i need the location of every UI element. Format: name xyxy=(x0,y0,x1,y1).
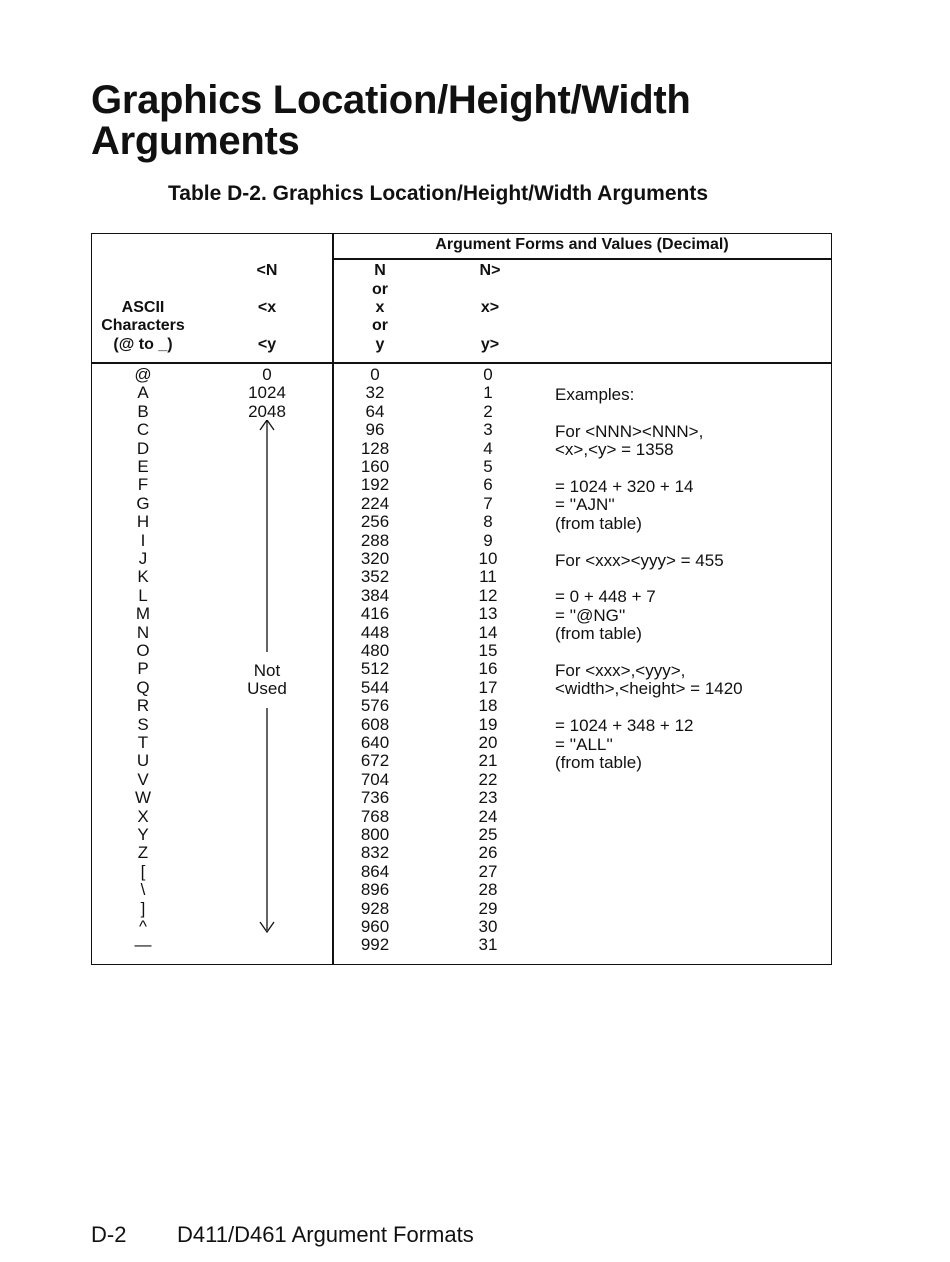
header-rule xyxy=(91,362,832,364)
mid-value-cell: 576 xyxy=(360,696,390,716)
ascii-cell: F xyxy=(137,475,149,495)
ascii-cell: B xyxy=(137,401,149,421)
not-used-label xyxy=(232,662,302,699)
ascii-cell: I xyxy=(140,530,146,550)
low-header-n: N> xyxy=(479,262,501,279)
high-value-cell: 2048 xyxy=(248,401,286,421)
table-caption: Table D-2. Graphics Location/Height/Width Arguments xyxy=(168,182,709,205)
mid-value-cell: 512 xyxy=(360,659,390,679)
mid-header-or-2: or xyxy=(372,317,388,334)
ascii-cell: X xyxy=(137,806,149,826)
example-line: For <xxx>,<yyy>, xyxy=(555,661,686,681)
page-footer xyxy=(91,1222,474,1248)
example-line: For <NNN><NNN>, xyxy=(555,421,704,441)
low-header-y: y> xyxy=(480,336,500,353)
ascii-cell: — xyxy=(134,935,152,955)
column-divider xyxy=(332,233,334,965)
low-value-cell: 25 xyxy=(478,825,498,844)
example-line: <width>,<height> = 1420 xyxy=(555,679,743,699)
low-value-cell: 29 xyxy=(478,898,498,918)
mid-value-cell: 800 xyxy=(360,825,390,844)
mid-value-cell: 704 xyxy=(360,769,390,789)
high-header-x: <x xyxy=(257,299,277,316)
ascii-cell: V xyxy=(137,769,149,789)
mid-value-cell: 928 xyxy=(360,898,390,918)
mid-value-cell: 160 xyxy=(360,457,390,476)
ascii-cell: K xyxy=(137,567,149,587)
low-value-cell: 9 xyxy=(483,530,493,550)
example-line: = ''@NG'' xyxy=(555,605,626,625)
mid-value-cell: 896 xyxy=(360,880,390,900)
high-header-n: <N xyxy=(256,262,278,279)
ascii-cell: Q xyxy=(136,677,150,697)
ascii-cell: [ xyxy=(140,861,146,881)
low-value-cell: 21 xyxy=(478,751,498,771)
low-value-cell: 12 xyxy=(478,585,498,605)
mid-value-cell: 416 xyxy=(360,604,390,624)
ascii-cell: L xyxy=(138,585,148,605)
mid-value-cell: 832 xyxy=(360,843,390,863)
page-title: Graphics Location/Height/Width Arguments xyxy=(91,78,691,163)
example-line: = ''ALL'' xyxy=(555,734,613,754)
low-value-cell: 16 xyxy=(478,659,498,679)
ascii-cell: R xyxy=(136,696,150,716)
mid-value-cell: 768 xyxy=(360,806,390,826)
ascii-header-line-1: ASCII xyxy=(121,299,165,316)
low-value-cell: 28 xyxy=(478,880,498,900)
low-value-cell: 20 xyxy=(478,733,498,752)
low-value-cell: 18 xyxy=(478,696,498,716)
ascii-cell: G xyxy=(136,493,150,513)
mid-value-cell: 608 xyxy=(360,714,390,734)
low-value-cell: 22 xyxy=(478,769,498,789)
mid-value-cell: 672 xyxy=(360,751,390,771)
low-value-cell: 14 xyxy=(478,622,498,642)
example-line: (from table) xyxy=(555,624,642,644)
example-line: Examples: xyxy=(555,385,635,404)
mid-header-n: N xyxy=(374,262,386,279)
ascii-cell: ] xyxy=(140,898,146,918)
low-value-cell: 24 xyxy=(478,806,498,826)
ascii-cell: M xyxy=(135,604,151,624)
example-line: = 0 + 448 + 7 xyxy=(555,587,656,607)
low-value-cell: 13 xyxy=(478,604,498,624)
high-value-cell: 0 xyxy=(262,365,272,384)
ascii-cell: E xyxy=(137,457,149,476)
example-line: = 1024 + 320 + 14 xyxy=(555,477,694,496)
ascii-header-line-2: Characters xyxy=(101,317,185,334)
mid-header-x: x xyxy=(375,299,385,316)
not-used-line-1: Not xyxy=(253,661,281,680)
ascii-cell: P xyxy=(137,659,149,679)
examples-spacer xyxy=(555,533,743,551)
low-value-cell: 23 xyxy=(478,788,498,808)
low-value-cell: 0 xyxy=(483,365,493,384)
ascii-cell: O xyxy=(136,641,150,660)
low-value-cell: 2 xyxy=(483,401,493,421)
example-line: For <xxx><yyy> = 455 xyxy=(555,550,724,570)
mid-value-cell: 384 xyxy=(360,585,390,605)
low-value-cell: 7 xyxy=(483,493,493,513)
mid-value-cell: 128 xyxy=(360,438,390,458)
low-value-cell: 26 xyxy=(478,843,498,863)
low-value-cell: 30 xyxy=(478,917,498,936)
mid-value-cell: 96 xyxy=(365,420,385,440)
footer-section-title: D411/D461 Argument Formats xyxy=(177,1222,474,1247)
mid-value-cell: 32 xyxy=(365,383,385,403)
mid-value-cell: 480 xyxy=(360,641,390,660)
high-header-y: <y xyxy=(257,336,277,353)
mid-value-cell: 992 xyxy=(360,935,390,955)
examples-spacer xyxy=(555,644,743,662)
mid-value-cell: 256 xyxy=(360,512,390,532)
example-line: = ''AJN'' xyxy=(555,495,615,515)
ascii-cell: T xyxy=(137,733,149,752)
ascii-cell: ^ xyxy=(139,917,147,936)
example-line: <x>,<y> = 1358 xyxy=(555,440,674,460)
ascii-cell: D xyxy=(136,438,150,458)
low-value-cell: 10 xyxy=(478,549,498,568)
mid-value-cell: 64 xyxy=(365,401,385,421)
ascii-cell: W xyxy=(134,788,152,808)
ascii-cell: Y xyxy=(137,825,149,844)
low-value-cell: 31 xyxy=(478,935,498,955)
ascii-cell: @ xyxy=(134,365,152,384)
ascii-cell: A xyxy=(137,383,149,403)
example-line: (from table) xyxy=(555,753,642,773)
ascii-cell: S xyxy=(137,714,149,734)
ascii-cell: H xyxy=(136,512,150,532)
page-number: D-2 xyxy=(91,1222,127,1247)
example-line: = 1024 + 348 + 12 xyxy=(555,716,694,736)
ascii-cell: J xyxy=(138,549,148,568)
examples-spacer xyxy=(555,570,743,588)
mid-value-cell: 640 xyxy=(360,733,390,752)
group-header: Argument Forms and Values (Decimal) xyxy=(435,236,729,253)
mid-header-y: y xyxy=(375,336,385,353)
ascii-cell: U xyxy=(136,751,150,771)
low-value-cell: 15 xyxy=(478,641,498,660)
mid-value-cell: 0 xyxy=(370,365,380,384)
mid-value-cell: 448 xyxy=(360,622,390,642)
high-value-cell: 1024 xyxy=(248,383,286,403)
low-value-cell: 1 xyxy=(483,383,493,403)
mid-value-cell: 192 xyxy=(360,475,390,495)
ascii-cell: C xyxy=(136,420,150,440)
mid-header-or-1: or xyxy=(372,281,388,298)
low-header-x: x> xyxy=(480,299,500,316)
low-value-cell: 11 xyxy=(479,567,497,587)
low-value-cell: 27 xyxy=(478,861,498,881)
mid-value-cell: 288 xyxy=(360,530,390,550)
mid-value-cell: 352 xyxy=(360,567,390,587)
examples-spacer xyxy=(555,699,743,717)
ascii-cell: Z xyxy=(137,843,149,863)
ascii-header-line-3: (@ to _) xyxy=(113,336,173,353)
low-value-cell: 5 xyxy=(483,457,493,476)
low-value-cell: 4 xyxy=(483,438,493,458)
mid-value-cell: 736 xyxy=(360,788,390,808)
example-line: (from table) xyxy=(555,513,642,533)
low-value-cell: 6 xyxy=(483,475,493,495)
low-value-cell: 3 xyxy=(483,420,493,440)
low-value-cell: 17 xyxy=(478,677,498,697)
mid-value-cell: 544 xyxy=(360,677,390,697)
low-value-cell: 19 xyxy=(478,714,498,734)
mid-value-cell: 224 xyxy=(360,493,390,513)
not-used-line-2: Used xyxy=(247,679,287,699)
examples-spacer xyxy=(555,460,743,478)
mid-value-cell: 864 xyxy=(360,861,390,881)
ascii-cell: N xyxy=(136,622,150,642)
low-value-cell: 8 xyxy=(483,512,493,532)
ascii-cell: \ xyxy=(140,880,146,900)
mid-value-cell: 960 xyxy=(360,917,390,936)
mid-value-cell: 320 xyxy=(360,549,390,568)
group-header-rule xyxy=(332,258,832,260)
examples-spacer xyxy=(555,404,743,422)
examples-block xyxy=(555,386,743,772)
